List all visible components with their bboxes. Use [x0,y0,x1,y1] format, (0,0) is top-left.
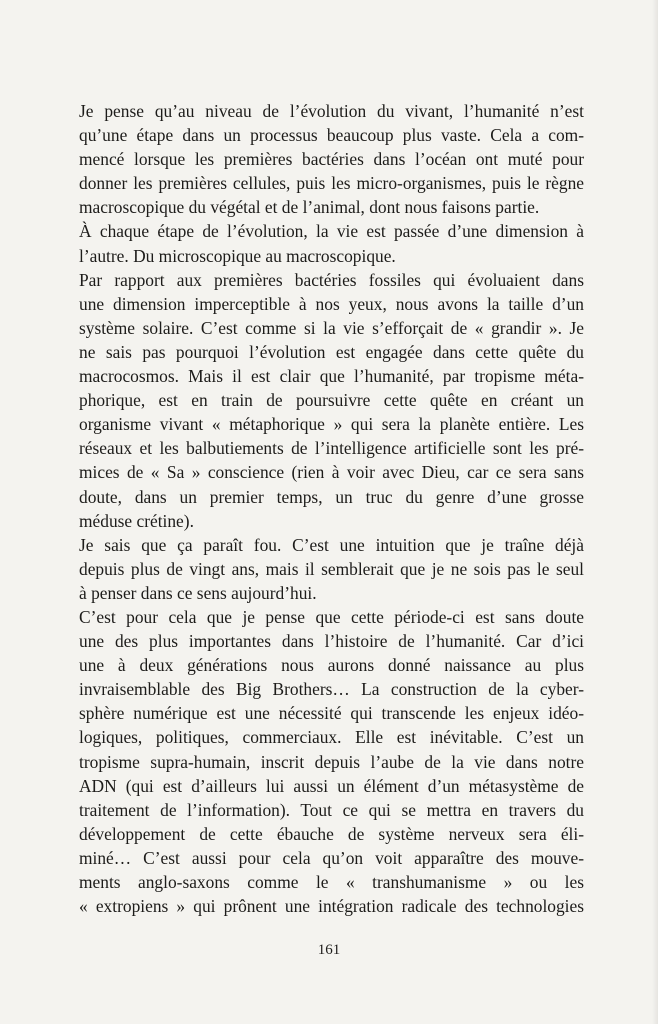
text-line: mices de « Sa » conscience (rien à voir avec Dieu, car ce sera sans [79,462,584,483]
text-line: mencé lorsque les premières bactéries dans l’océan ont muté pour [79,149,584,170]
text-line: ments anglo-saxons comme le « transhumanisme » ou les [79,872,584,892]
text-line: une dimension imperceptible à nos yeux, nous avons la taille d’un [79,293,584,314]
text-line: qu’une étape dans un processus beaucoup plus vaste. Cela a com- [79,125,584,146]
text-line: macroscopique du végétal et de l’animal, dont nous faisons partie. [79,197,540,218]
text-line: sphère numérique est une nécessité qui transcende les enjeux idéo- [79,703,584,724]
paragraph [79,99,584,219]
text-line: ne sais pas pourquoi l’évolution est engagée dans cette quête du [79,341,584,362]
text-line: C’est pour cela que je pense que cette période-ci est sans doute [79,606,584,627]
text-line: réseaux et les balbutiements de l’intelligence artificielle sont les pré- [79,438,584,459]
text-line: donner les premières cellules, puis les micro-organismes, puis le règne [79,173,584,194]
text-line: doute, dans un premier temps, un truc du genre d’une grosse [79,486,584,507]
text-line: À chaque étape de l’évolution, la vie est passée d’une dimension à [79,221,584,242]
text-line: depuis plus de vingt ans, mais il semblerait que je ne sois pas le seul [79,558,584,579]
text-line: logiques, politiques, commerciaux. Elle est inévitable. C’est un [79,727,584,748]
text-line: à penser dans ce sens aujourd’hui. [79,582,317,603]
page-number: 161 [317,942,341,958]
text-line: une des plus importantes dans l’histoire de l’humanité. Car d’ici [79,631,584,652]
text-line: développement de cette ébauche de système nerveux sera éli- [79,823,584,844]
text-line: organisme vivant « métaphorique » qui sera la planète entière. Les [79,414,584,435]
body-text [79,99,584,918]
paragraph [79,605,584,918]
text-line: Par rapport aux premières bactéries fossiles qui évoluaient dans [79,269,584,290]
text-line: système solaire. C’est comme si la vie s’efforçait de « grandir ». Je [79,317,584,338]
text-line: phorique, est en train de poursuivre cette quête en créant un [79,390,584,411]
paragraph [79,219,584,267]
text-line: miné… C’est aussi pour cela qu’on voit apparaître des mouve- [79,847,584,868]
text-line: « extropiens » qui prônent une intégration radicale des technologies [79,896,584,917]
text-line: tropisme supra-humain, inscrit depuis l’aube de la vie dans notre [79,751,584,772]
text-line: Je sais que ça paraît fou. C’est une intuition que je traîne déjà [79,534,584,555]
text-line: Je pense qu’au niveau de l’évolution du vivant, l’humanité n’est [79,101,584,121]
text-line: ADN (qui est d’ailleurs lui aussi un élément d’un métasystème de [79,775,584,796]
text-line: traitement de l’information). Tout ce qui se mettra en travers du [79,799,584,820]
text-line: invraisemblable des Big Brothers… La construction de la cyber- [79,679,584,700]
text-line: l’autre. Du microscopique au macroscopique. [79,245,396,266]
text-line: méduse crétine). [79,510,194,531]
paragraph [79,268,584,533]
text-line: une à deux générations nous aurons donné naissance au plus [79,655,584,676]
text-line: macrocosmos. Mais il est clair que l’humanité, par tropisme méta- [79,366,584,387]
paragraph [79,533,584,605]
